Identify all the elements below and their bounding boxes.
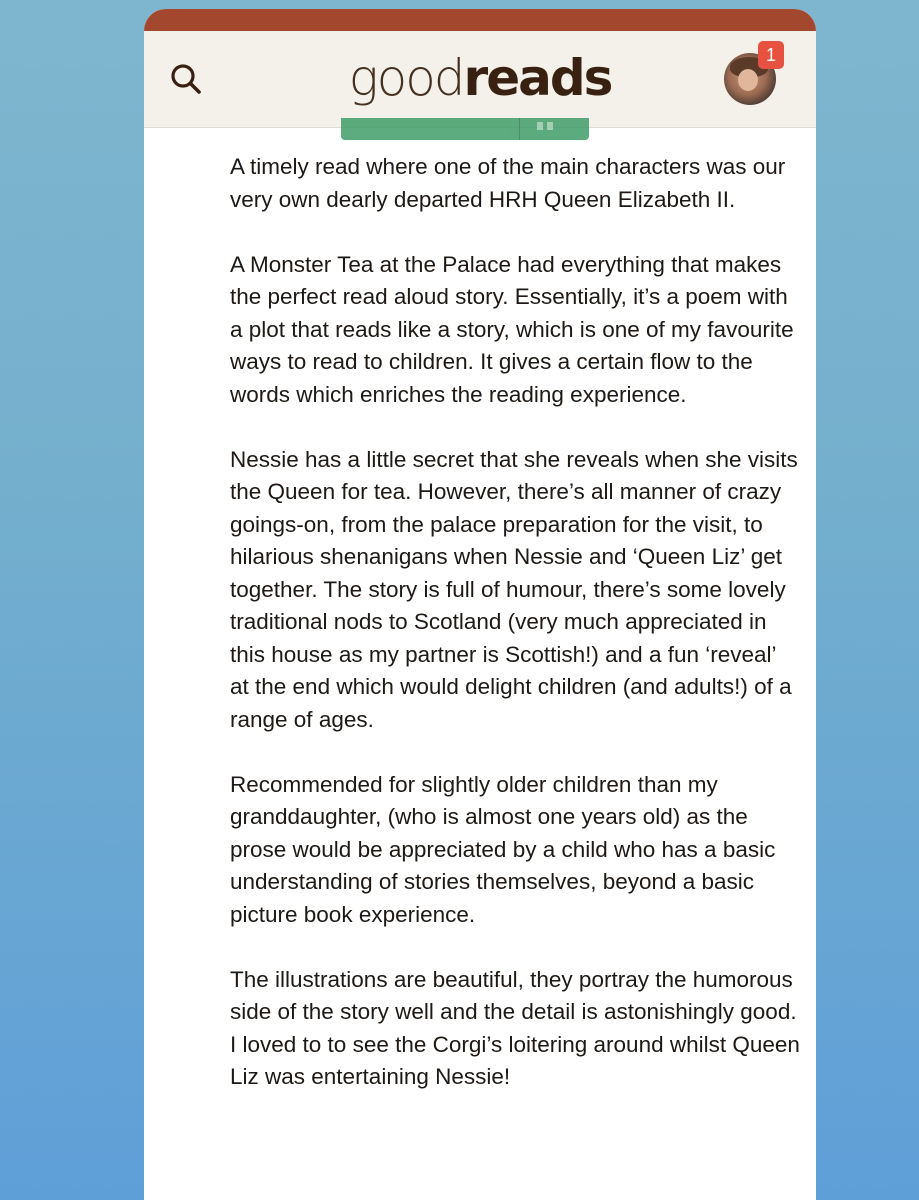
logo-part-light: good (348, 49, 464, 107)
want-to-read-button[interactable] (341, 118, 589, 140)
app-window (144, 9, 816, 1200)
top-accent-bar (144, 9, 816, 31)
review-paragraph: A Monster Tea at the Palace had everything that makes the perfect read aloud story. Essentially, it’s a poem with a plot that reads like a story, which is one of my favourite ways to read to children. It gives a certain flow to the words which enriches the reading experience. (230, 251, 794, 407)
profile-avatar-button[interactable] (724, 45, 776, 105)
button-divider (519, 118, 520, 140)
dropdown-icon-graphic (533, 120, 573, 134)
review-paragraph: Recommended for slightly older children than my granddaughter, (who is almost one years old) as the prose would be appreciated by a child who has a basic understanding of stories themselves, beyond a basic picture book experience. (230, 771, 776, 927)
review-paragraph: A timely read where one of the main characters was our very own dearly departed HRH Queen Elizabeth II. (230, 154, 786, 212)
goodreads-logo[interactable] (144, 43, 816, 113)
review-body (230, 151, 800, 1126)
review-paragraph: The illustrations are beautiful, they portray the humorous side of the story well and the detail is astonishingly good. I loved to to see the Corgi’s loitering around whilst Queen Liz was entertaining Nessie! (230, 966, 800, 1089)
chevron-down-icon[interactable] (533, 120, 573, 134)
notification-badge: 1 (758, 41, 784, 69)
logo-part-bold: reads (463, 49, 612, 107)
app-header (144, 31, 816, 128)
avatar-face (738, 69, 758, 91)
review-paragraph: Nessie has a little secret that she reveals when she visits the Queen for tea. However, there’s all manner of crazy goings-on, from the palace preparation for the visit, to hilarious shenanigans when Nessie and ‘Queen Liz’ get together. The story is full of humour, there’s some lovely traditional nods to Scotland (very much appreciated in this house as my partner is Scottish!) and a fun ‘reveal’ at the end which would delight children (and adults!) of a range of ages. (230, 446, 798, 732)
